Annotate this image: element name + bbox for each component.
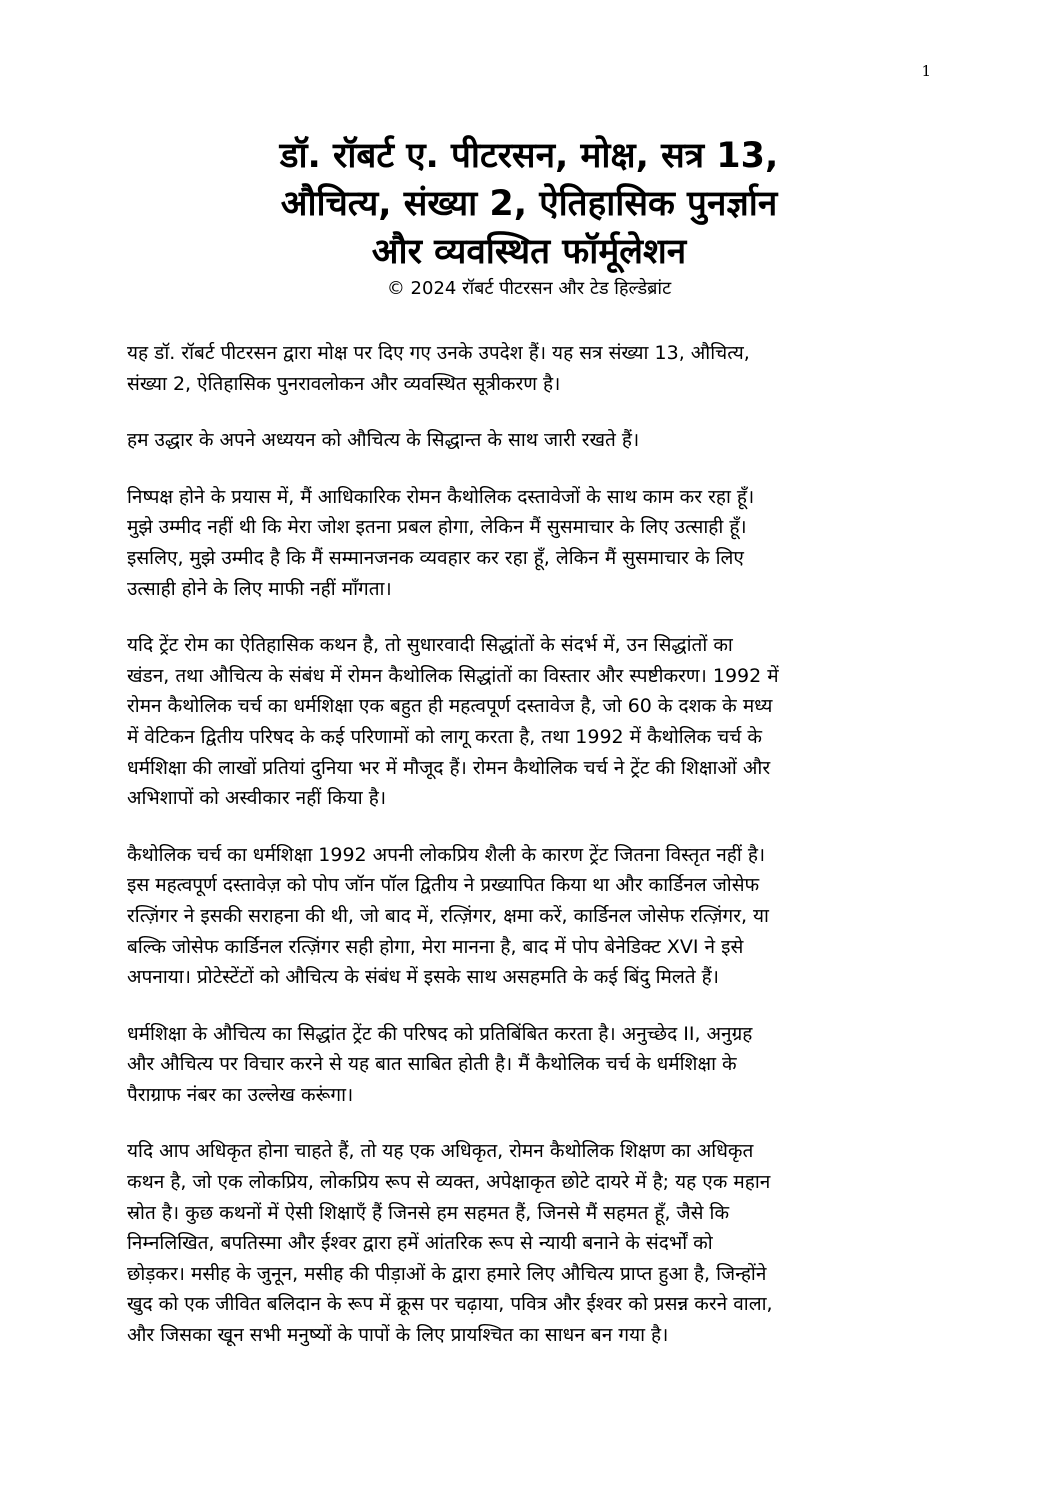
document-title [100, 132, 958, 276]
text-line: यदि ट्रेंट रोम का ऐतिहासिक कथन है, तो सुधारवादी सिद्धांतों के संदर्भ में, उन सिद्धांतों का [127, 634, 733, 657]
paragraph-intro [127, 338, 935, 399]
title-line: डॉ. रॉबर्ट ए. पीटरसन, मोक्ष, सत्र 13, [279, 136, 779, 176]
text-line: अपनाया। प्रोटेस्टेंटों को औचित्य के संबंध में इसके साथ असहमति के कई बिंदु मिलते हैं। [127, 966, 719, 989]
page-number: 1 [921, 62, 931, 80]
text-line: पैराग्राफ नंबर का उल्लेख करूंगा। [127, 1083, 354, 1106]
text-line: खुद को एक जीवित बलिदान के रूप में क्रूस पर चढ़ाया, पवित्र और ईश्वर को प्रसन्न करने वाला, [127, 1293, 773, 1316]
text-line: यह डॉ. रॉबर्ट पीटरसन द्वारा मोक्ष पर दिए गए उनके उपदेश हैं। यह सत्र संख्या 13, औचित्य, [127, 342, 750, 364]
text-line: इसलिए, मुझे उम्मीद है कि मैं सम्मानजनक व्यवहार कर रहा हूँ, लेकिन मैं सुसमाचार के लिए [127, 546, 744, 569]
text-line: संख्या 2, ऐतिहासिक पुनरावलोकन और व्यवस्थित सूत्रीकरण है। [127, 372, 561, 395]
text-line: और औचित्य पर विचार करने से यह बात साबित होती है। मैं कैथोलिक चर्च के धर्मशिक्षा के [127, 1053, 737, 1076]
paragraph [127, 840, 935, 993]
paragraph [127, 425, 935, 456]
text-line: कथन है, जो एक लोकप्रिय, लोकप्रिय रूप से व्यक्त, अपेक्षाकृत छोटे दायरे में है; यह एक महान [127, 1171, 771, 1194]
paragraph [127, 630, 935, 814]
text-line: कैथोलिक चर्च का धर्मशिक्षा 1992 अपनी लोकप्रिय शैली के कारण ट्रेंट जितना विस्तृत नहीं है। [127, 843, 766, 866]
text-line: खंडन, तथा औचित्य के संबंध में रोमन कैथोलिक सिद्धांतों का विस्तार और स्पष्टीकरण। 1992 में [127, 664, 779, 687]
copyright-notice: © 2024 रॉबर्ट पीटरसन और टेड हिल्डेब्रांट [386, 278, 672, 299]
title-block [100, 132, 958, 302]
text-line: बल्कि जोसेफ कार्डिनल रत्ज़िंगर सही होगा, मेरा मानना है, बाद में पोप बेनेडिक्ट XVI ने इसे [127, 935, 744, 958]
paragraph [127, 1136, 935, 1350]
text-line: रोमन कैथोलिक चर्च का धर्मशिक्षा एक बहुत ही महत्वपूर्ण दस्तावेज है, जो 60 के दशक के मध्य [127, 695, 773, 718]
text-line: उत्साही होने के लिए माफी नहीं माँगता। [127, 577, 392, 600]
text-line: मुझे उम्मीद नहीं थी कि मेरा जोश इतना प्रबल होगा, लेकिन मैं सुसमाचार के लिए उत्साही हूँ। [127, 516, 747, 539]
text-line: और जिसका खून सभी मनुष्यों के पापों के लिए प्रायश्चित का साधन बन गया है। [127, 1324, 669, 1347]
text-line: निष्पक्ष होने के प्रयास में, मैं आधिकारिक रोमन कैथोलिक दस्तावेजों के साथ काम कर रहा हूँ। [127, 485, 755, 508]
text-line: स्रोत है। कुछ कथनों में ऐसी शिक्षाएँ हैं जिनसे हम सहमत हैं, जिनसे मैं सहमत हूँ, जैसे कि [127, 1201, 730, 1224]
text-line: रत्ज़िंगर ने इसकी सराहना की थी, जो बाद में, रत्ज़िंगर, क्षमा करें, कार्डिनल जोसेफ रत्ज़िंगर, या [127, 904, 769, 927]
body-text [127, 338, 935, 1377]
text-line: हम उद्धार के अपने अध्ययन को औचित्य के सिद्धान्त के साथ जारी रखते हैं। [127, 429, 640, 452]
text-line: में वेटिकन द्वितीय परिषद के कई परिणामों को लागू करता है, तथा 1992 में कैथोलिक चर्च के [127, 725, 762, 748]
text-line: धर्मशिक्षा की लाखों प्रतियां दुनिया भर में मौजूद हैं। रोमन कैथोलिक चर्च ने ट्रेंट की शिक्षाओं और [127, 756, 771, 779]
text-line: छोड़कर। मसीह के जुनून, मसीह की पीड़ाओं के द्वारा हमारे लिए औचित्य प्राप्त हुआ है, जिन्होंने [127, 1262, 767, 1285]
text-line: अभिशापों को अस्वीकार नहीं किया है। [127, 787, 387, 810]
title-line: और व्यवस्थित फॉर्मूलेशन [371, 232, 687, 272]
text-line: धर्मशिक्षा के औचित्य का सिद्धांत ट्रेंट की परिषद को प्रतिबिंबित करता है। अनुच्छेद II, अनुग्रह [127, 1022, 753, 1045]
text-line: निम्नलिखित, बपतिस्मा और ईश्वर द्वारा हमें आंतरिक रूप से न्यायी बनाने के संदर्भों को [127, 1232, 713, 1255]
title-line: औचित्य, संख्या 2, ऐतिहासिक पुनर्ज्ञान [280, 184, 778, 224]
text-line: इस महत्वपूर्ण दस्तावेज़ को पोप जॉन पॉल द्वितीय ने प्रख्यापित किया था और कार्डिनल जोसेफ [127, 874, 760, 897]
paragraph [127, 482, 935, 604]
paragraph [127, 1019, 935, 1111]
text-line: यदि आप अधिकृत होना चाहते हैं, तो यह एक अधिकृत, रोमन कैथोलिक शिक्षण का अधिकृत [127, 1140, 754, 1163]
